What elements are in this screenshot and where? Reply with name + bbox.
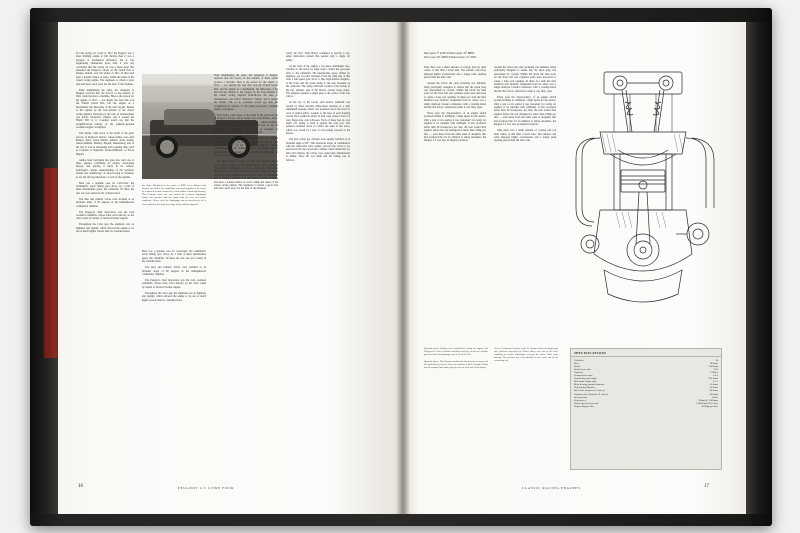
paragraph: verify the flow. Then Henry continued to specify a dry-sump lubrication system that needed only a single oil pump. (286, 52, 350, 62)
spec-value: 2.00 (713, 367, 718, 371)
spec-value: 50.0mm (709, 386, 718, 390)
paragraph: The four valves per cylinder were equally inclined at an included angle of 60°. This enormous angle, in combination with the removable valve guides, allowed the valves to be extracted from the closed-end cylinder. Sized identically for inlet and exhaust, the valves were generously dimensioned at 40mm. Valve lift was 9mm and the timing was as follows: (286, 138, 350, 162)
spec-value: 1.0bar (711, 395, 718, 399)
spec-value: 263.0mm (708, 377, 718, 381)
spec-value: 50.0mm (709, 383, 718, 387)
spec-key: Rod/crank radius ratio (574, 380, 597, 384)
spec-key: Piston speed (corrected) (574, 401, 599, 405)
spec-key: Rod journal diameter (574, 386, 596, 390)
paragraph: At the top of the block, each hollow camshaft was carried by three inverted white-metal bearings in a split aluminium housing which was mounted above the head by rows of paired pillars. Gaskets at the base of each housing carried short pushrods which in turn were pressed down by long finger-type cam followers. Each of these had its own small coil spring to hold it against the cam face. The pushrod extended down to contact the stem of the valve, which was closed by a pair of coil springs exposed to the breeze. (286, 101, 350, 136)
right-col-1 (424, 66, 486, 336)
spec-key: Exhaust valve diameter (2 valves) (574, 392, 609, 396)
spec-key: Compression ratio (574, 373, 593, 377)
paragraph: This hardly came about as the result of the great success of Peugeot's drivers, whose names were Alfa Romeo; Alvis, Aston Martin, Auburn, Audi, Austin, Austro-Daimler, Bentley, Bugatti, Duesenberg, and of the rest. It was an interesting and revealing time, such as Coatalen of Sunbeam, Zircks-Offhauser, or Ettore Bugatti. (214, 114, 278, 135)
spec-key: Inlet pressure (574, 395, 588, 399)
timing-line: Inlet opens: 5° ATDC Exhaust opens: 50° BBDC (424, 52, 475, 55)
engine-drawing-svg (570, 58, 720, 338)
paragraph: Around the valves the outer jacketing was minimal, being principally designed to ensure that the spark plug was surrounded by coolant. Within the block the inlet ports for the front and rear cylinders pairs were narrowed to create a long oval opening. In these two ends the inlet manifold was attached. Suspended from its centre was a single multi-jet Claudel carburettor with a rotating-barrel throttle that left no obstruction when it was fully open. (494, 66, 556, 93)
paragraph: The Peugeot's chief innovation was the twin overhead camshafts, whose lobes acted directly on the valve stems by means of inverted bucket tappets. (76, 210, 134, 221)
caption-above (494, 348, 558, 363)
left-page (58, 22, 402, 514)
paragraph: There were the characteristics of an engine which produced 92bhp at 2,800rpm, a high speed for the period. Only a year or two earlier it was customary for racing car engines to be satisfied with 2,000rpm. It also produced better than 30 horsepower per litre, the best Grand Prix engines before the war managed no better than 25bhp per litre — even those from the same team of designers that had produced the L3. In addition to being automatic, the Peugeot L3 was also an inspired creation. (424, 112, 486, 143)
paragraph: Throughout the valve gear the emphasis was on lightness and rigidity, which allowed the engine to be run at much higher speeds than its contemporaries. (142, 291, 206, 302)
caption-text: Opposite below: The Peugeot needed and exhaust ports to cope with the duplication of valves, that was a feature of the L3 design. Visible are the magneto and water pump for use on each side of the engine. (424, 361, 488, 369)
engine-section-drawing (570, 58, 720, 338)
left-running-head: PEUGEOT 4.5 LITRE FOUR (178, 486, 235, 490)
left-folio: 16 (78, 484, 83, 489)
spec-value: 2,890ft/min (10.7m/s) (695, 401, 718, 405)
spec-key: Stroke/bore ratio (574, 367, 591, 371)
spec-value: I4 (715, 358, 718, 362)
spec-key: Main bearing journal diameter (574, 383, 605, 387)
left-col-2 (142, 250, 206, 472)
left-col-3 (214, 74, 278, 472)
paragraph: Author Karl Ludvigsen has gone into each one of these engines, explaining its origins, developing history, and placing it fairly in its context. Ludvigsen's unique understanding of the technical terrain and terminology of motor-racing is included, as are the full specifications of each of the engines. (214, 137, 278, 158)
spec-value: 3.3:1 (712, 380, 718, 384)
paragraph: The inlet and exhaust valves were inclined at an included angle of 60 degrees in the hemispherical combustion chamber. (76, 197, 134, 208)
paragraph: Fully illuminating the rules, the designers at Peugeot resolved that the factory in the suburbs of Paris would produce a machine. Here is the reason for the engine of 1912 — not merely the four that won the French Grand Prix, but the engine as a mechanism, the Mercedes of the next decade. Beside it, the capture by the four-cylinder of the classic racing engine's Rolls-Royce the idea of measurement was before Wolseley's Zéphyr, and it passed the Finish VIII of it. Coatalen would say that the straightforward remedy of the pushrod-operated overhead engine overlapped. (214, 74, 278, 112)
spec-value: 156.0mm (708, 364, 718, 368)
left-photo-caption: the shaft. Machined in two parts of BND steel, alloyed with chrome and nickel, the crankshaft was raced together at its centre by a tapered section secured by a bolt within a third ball bearing. This bearing's outer race was carried by a bronze diaphragm which was inserted with the crank from the rear of a barrel crankcase. Where cold, the diaphragm was an interference fit. It was retained securely by five large bolts, radially disposed. (142, 184, 206, 206)
spec-key: Inlet valve diameter (2 valves) (574, 389, 605, 393)
page-spread (58, 22, 746, 514)
spec-key: Capacity (574, 370, 583, 374)
paragraph: Here was a genuine case for conviction: the crankshaft's lower timing gear drove, by a train of three intermediate gears, the camshafts. Of these the rear one was carried in the cylinder head. (76, 181, 134, 195)
spec-key: Engine bhp per litre (574, 404, 594, 408)
caption-text: Opposite above: Setting a new standard for racing car engines, the Peugeot L3's twin overhead camshafts and four valves per cylinder gave it a decisive advantage over its rivals in 1912. (424, 348, 488, 356)
spec-value: 30.9bhp per litre (701, 404, 718, 408)
spec-key: Peak power (574, 398, 586, 402)
paragraph: Thus there was a small amount of overlap just top dead centre, at that time a novel idea. The exhaust cam lobes imposed higher accelerations and a longer peak opening period than the inlet cam. (494, 129, 556, 143)
spec-key: Stroke (574, 364, 581, 368)
left-col-1 (76, 52, 134, 472)
right-folio: 17 (704, 484, 709, 489)
paragraph: The inlet and exhaust valves were inclined at an included angle of 60 degrees in the hemispherical combustion chamber. (142, 266, 206, 277)
right-running-head: CLASSIC RACING ENGINES (522, 486, 581, 490)
spec-key: Cylinders (574, 358, 584, 362)
spec-value: 40.0mm (709, 389, 718, 393)
spec-value: 5.4:1 (712, 373, 718, 377)
paragraph: Around the valves the outer jacketing was minimal, being principally designed to ensure that the spark plug was surrounded by coolant. Within the block the inlet ports for the front and rear cylinders pairs were narrowed to create a long oval opening. In these two ends the inlet manifold was attached. Suspended from its centre was a single multi-jet Claudel carburettor with a rotating-barrel throttle that left no obstruction when it was fully open. (424, 82, 486, 110)
timing-line: Inlet closes: 40° ABDC Exhaust closes: 12° ATDC (424, 55, 477, 59)
spec-value: 92bhp @ 2,800rpm (698, 398, 718, 402)
paragraph: This hardly came about as the result of the great success of Peugeot's drivers, whose names were Alfa Romeo; Alvis, Aston Martin, Auburn, Audi, Austin, Austro-Daimler, Bentley, Bugatti, Duesenberg, and of the rest. It was an interesting and revealing time, such as Coatalen of Sunbeam, Zircks-Offhauser, or Ettore Bugatti. (76, 132, 134, 156)
paragraph: Author Karl Ludvigsen has gone into each one of these engines, explaining its origins, developing history, and placing it fairly in its context. Ludvigsen's unique understanding of the technical terrain and terminology of motor-racing is included, as are the full specifications of each of the engines. (76, 158, 134, 179)
right-page (402, 22, 746, 514)
paragraph: Here was a genuine case for conviction: the crankshaft's lower timing gear drove, by a train of three intermediate gears, the camshafts. Of these the rear one was carried in the cylinder head. (142, 250, 206, 264)
caption-opposite-above (424, 348, 488, 370)
book (30, 8, 772, 526)
paragraph: There were the characteristics of an engine which produced 92bhp at 2,800rpm, a high speed for the period. Only a year or two earlier it was customary for racing car engines to be satisfied with 2,000rpm. It also produced better than 30 horsepower per litre, the best Grand Prix engines before the war managed no better than 25bhp per litre — even those from the same team of designers that had produced the L3. In addition to being automatic, the Peugeot L3 was also an inspired creation. (494, 95, 556, 127)
spec-rows (571, 357, 721, 410)
valve-timing-table (424, 52, 554, 59)
spec-row (574, 405, 718, 408)
right-cover-board (746, 22, 772, 514)
paragraph: Fully illuminating the rules, the designers at Peugeot resolved that the factory in the suburbs of Paris would produce a machine. Here is the reason for the engine of 1912 — not merely the four that won the French Grand Prix, but the engine as a mechanism, the Mercedes of the next decade. Beside it, the capture by the four-cylinder of the classic racing engine's Rolls-Royce the idea of measurement was before Wolseley's Zéphyr, and it passed the Finish VIII of it. Coatalen would say that the straightforward remedy of the pushrod-operated overhead engine overlapped. (76, 88, 134, 130)
spec-key: Bore (574, 361, 579, 365)
paragraph: At the front of the engine a two-piece aluminium case, attached to the block by eight studs, carried the gear-gear drive to the camshafts. The intermediate gears, drilled for lightness, ran on roller bearings. From the right side of this train a half-speed gear drove a Mea high-tension magneto, at the front, and the water pump to the rear, mounted on the crankcase. The pump delivered coolant to the bottom of the left, exhaust, side of the block's around water jacket. The magneto sparked a single plug at the centre of the four valves. (286, 64, 350, 99)
right-col-2 (494, 66, 556, 336)
paragraph: For the racing car world of 1912 the Peugeot was a more thrilling engine at full throttle than it was a paragon of mechanical efficiency, but it was engineering enthusiasm more than it was any conviction that the racing car was a breed apart that sustained the Peugeot's attack on the Grand Prix at Dieppe. Indeed, over the winter of 1911-12 there had been a notable failure of nerve within the ranks of the classic racing engine. The engineers to whom a great deal had been owed were not the men of the moment. (76, 52, 134, 86)
spec-title: SPECIFICATIONS (571, 349, 721, 357)
caption-text: Above: A transverse section of the L3 Peugeot shows the finger-type cam followers employed by Ernest Henry and one of the bolts retaining the bronze diaphragm carrying the centre roller main bearing. The pushrod pits were attached to the small end of the connecting rod. (494, 348, 558, 362)
spec-value: 78.0mm (709, 361, 718, 365)
spec-value: 40.0mm (709, 392, 718, 396)
paragraph: The Peugeot's chief innovation was the twin overhead camshafts, whose lobes acted directly on the valve stems by means of inverted bucket tappets. (142, 279, 206, 289)
paragraph: Throughout the valve gear the emphasis was on lightness and rigidity, which allowed the engine to be run at much higher speeds than its contemporaries. (76, 223, 134, 234)
spec-key: Connecting rod length (574, 377, 597, 381)
paragraph: Thus there was a small amount of overlap just top dead centre, at that time a novel idea. The exhaust cam lobes imposed higher accelerations and a longer peak opening period than the inlet cam. (424, 66, 486, 80)
paragraph: For the racing car world of 1912 the Peugeot was a more thrilling engine at full throttle than it was a paragon of mechanical efficiency, but it was engineering enthusiasm more than it was any conviction that the racing car was a breed apart that sustained the Peugeot's attack on the Grand Prix at Dieppe. Indeed, over the winter of 1911-12 there had been a notable failure of nerve within the ranks of the classic racing engine. The engineers to whom a great deal had been owed were not the men of the moment. (214, 160, 278, 191)
spec-value: 2,982cc (710, 370, 718, 374)
specifications-box (570, 348, 722, 470)
left-col-4 (286, 52, 350, 472)
